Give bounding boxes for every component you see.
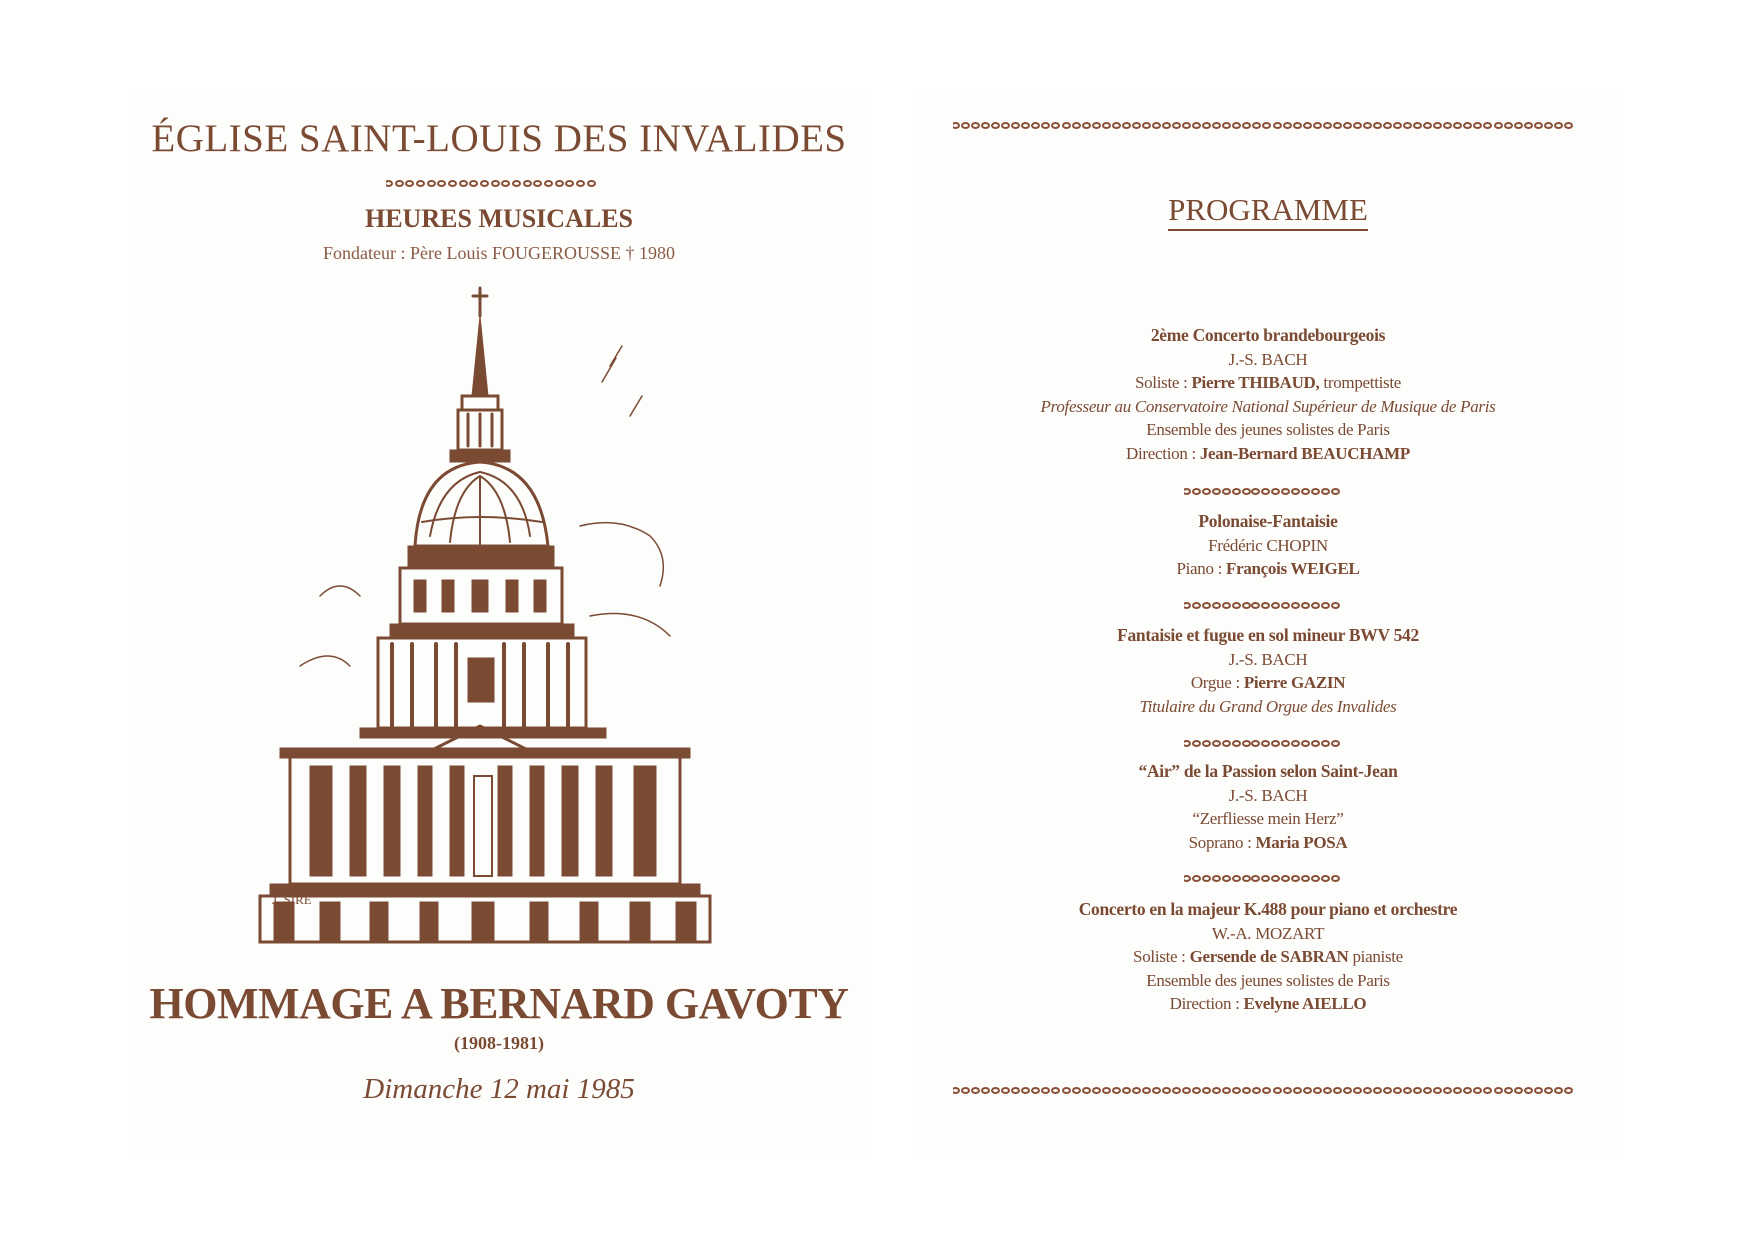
braid-link [1524,122,1533,129]
braid-link [1281,875,1290,882]
hommage-title: HOMMAGE A BERNARD GAVOTY [149,979,849,1028]
braid-link [1313,122,1322,129]
programme-heading-text: PROGRAMME [1168,192,1368,231]
work-composer: J.-S. BACH [1228,349,1308,369]
braid-link [1494,1087,1503,1094]
braid-link [1524,1087,1533,1094]
work-composer: Frédéric CHOPIN [1208,535,1328,555]
braid-link [501,180,510,187]
braid-link [1261,602,1270,609]
braid-link [1331,875,1340,882]
braid-link [1192,488,1201,495]
braid-link [1554,122,1563,129]
braid-link [1051,122,1060,129]
braid-link [1122,1087,1131,1094]
braid-link [1331,740,1340,747]
braid-link [1062,1087,1071,1094]
braid-link [1433,1087,1442,1094]
braid-link [1301,740,1310,747]
braid-link [1162,122,1171,129]
braid-link [523,180,532,187]
braid-link [1453,1087,1462,1094]
braid-link [1182,1087,1191,1094]
work-title: Fantaisie et fugue en sol mineur BWV 542 [1117,625,1419,645]
programme-item-brandenburg [912,324,1624,465]
braid-link [953,122,960,129]
braid-link [1192,740,1201,747]
braid-link [1483,1087,1492,1094]
programme-item-mozart-concerto [912,898,1624,1016]
braid-link [1564,122,1573,129]
braid-link [1232,602,1241,609]
braid-link [1222,122,1231,129]
braid-link [1321,602,1330,609]
braid-link [1564,1087,1573,1094]
braid-link [1321,488,1330,495]
braid-link [1001,122,1010,129]
braid-link [1192,1087,1201,1094]
braid-link [1283,122,1292,129]
braid-link [1311,740,1320,747]
braid-link [1222,1087,1231,1094]
braid-link [1192,122,1201,129]
braid-link [1262,1087,1271,1094]
braid-link [1222,602,1231,609]
braid-link [1331,602,1340,609]
work-direction: Direction : Jean-Bernard BEAUCHAMP [1126,443,1410,463]
braid-link [1343,1087,1352,1094]
braid-link [1232,740,1241,747]
braid-link [971,122,980,129]
braid-link [1202,602,1211,609]
braid-link [1463,122,1472,129]
braid-link [1031,122,1040,129]
braid-link [1202,740,1211,747]
braid-link [1152,122,1161,129]
braid-link [1291,602,1300,609]
braid-link [1232,122,1241,129]
braid-divider [1184,486,1340,496]
braid-divider [1184,738,1340,748]
braid-link [1242,740,1251,747]
programme-item-fantaisie-fugue [912,624,1624,718]
braid-link [1303,1087,1312,1094]
work-ensemble: Ensemble des jeunes solistes de Paris [1146,970,1390,990]
braid-link [1251,602,1260,609]
braid-link [565,180,574,187]
braid-link [512,180,521,187]
braid-link [1172,122,1181,129]
braid-link [1463,1087,1472,1094]
braid-link [1301,602,1310,609]
braid-link [1252,122,1261,129]
braid-link [1112,1087,1121,1094]
braid-link [1182,122,1191,129]
braid-link [1514,122,1523,129]
braid-link [1184,488,1191,495]
braid-link [1273,122,1282,129]
braid-link [1504,122,1513,129]
braid-link [1534,122,1543,129]
braid-link [1433,122,1442,129]
braid-link [1251,740,1260,747]
programme-heading [912,192,1624,228]
braid-link [386,180,393,187]
work-title: Polonaise-Fantaisie [1198,511,1338,531]
braid-link [1323,122,1332,129]
braid-link [1333,122,1342,129]
work-composer: J.-S. BACH [1228,649,1308,669]
braid-link [1202,122,1211,129]
braid-link [1271,740,1280,747]
braid-link [1242,488,1251,495]
braid-link [1001,1087,1010,1094]
braid-link [981,122,990,129]
work-note: Professeur au Conservatoire National Supérieur de Musique de Paris [1040,396,1496,416]
braid-link [1142,122,1151,129]
work-soloist: Soliste : Pierre THIBAUD, trompettiste [1134,373,1402,392]
braid-link [427,180,436,187]
braid-link [1353,122,1362,129]
braid-link [961,122,970,129]
work-composer: W.-A. MOZART [1211,923,1325,943]
braid-link [1423,1087,1432,1094]
braid-link [480,180,489,187]
braid-link [576,180,585,187]
braid-link [1311,602,1320,609]
braid-link [1554,1087,1563,1094]
braid-link [1333,1087,1342,1094]
braid-link [1242,875,1251,882]
braid-link [1232,488,1241,495]
braid-link [1271,488,1280,495]
braid-link [1494,122,1503,129]
braid-link [1162,1087,1171,1094]
concert-date: Dimanche 12 mai 1985 [363,1073,635,1105]
braid-link [991,122,1000,129]
braid-link [1293,1087,1302,1094]
braid-link [1122,122,1131,129]
braid-link [1321,875,1330,882]
braid-link [1383,1087,1392,1094]
braid-link [1212,740,1221,747]
braid-link [405,180,414,187]
braid-link [1192,875,1201,882]
braid-link [1504,1087,1513,1094]
braid-link [1132,122,1141,129]
braid-link [1443,122,1452,129]
braid-link [1514,1087,1523,1094]
braid-divider [386,178,596,188]
braid-link [1102,122,1111,129]
braid-link [1383,122,1392,129]
work-performer: Orgue : Pierre GAZIN [1190,673,1346,692]
braid-link [1534,1087,1543,1094]
braid-link [1281,488,1290,495]
braid-link [1232,1087,1241,1094]
braid-link [1112,122,1121,129]
work-note: Titulaire du Grand Orgue des Invalides [1139,696,1397,716]
braid-link [1021,1087,1030,1094]
braid-link [953,1087,960,1094]
braid-link [533,180,542,187]
braid-link [1092,122,1101,129]
braid-link [1343,122,1352,129]
braid-link [1242,1087,1251,1094]
braid-link [1202,875,1211,882]
work-composer: J.-S. BACH [1228,785,1308,805]
braid-link [1291,875,1300,882]
work-subtitle: “Zerfliesse mein Herz” [1192,809,1344,828]
braid-link [1252,1087,1261,1094]
braid-link [1051,1087,1060,1094]
braid-link [555,180,564,187]
braid-link [1041,1087,1050,1094]
braid-link [1031,1087,1040,1094]
braid-divider-top [953,120,1573,130]
braid-link [1373,1087,1382,1094]
braid-link [1184,875,1191,882]
church-dome-illustration [250,286,720,956]
braid-link [437,180,446,187]
braid-link [1403,1087,1412,1094]
braid-link [1172,1087,1181,1094]
braid-link [1184,740,1191,747]
braid-link [1041,122,1050,129]
work-performer: Piano : François WEIGEL [1176,559,1360,578]
braid-link [1323,1087,1332,1094]
braid-link [961,1087,970,1094]
braid-link [1262,122,1271,129]
braid-link [1242,122,1251,129]
braid-divider-bottom [953,1085,1573,1095]
braid-link [1021,122,1030,129]
braid-link [587,180,596,187]
braid-link [1212,488,1221,495]
braid-link [1393,1087,1402,1094]
braid-link [416,180,425,187]
braid-link [1373,122,1382,129]
braid-link [1473,1087,1482,1094]
braid-link [1152,1087,1161,1094]
braid-link [1413,122,1422,129]
braid-link [1473,122,1482,129]
braid-link [1142,1087,1151,1094]
braid-link [1393,122,1402,129]
programme-item-polonaise [912,510,1624,581]
braid-link [1212,875,1221,882]
braid-link [981,1087,990,1094]
work-soloist: Soliste : Gersende de SABRAN pianiste [1133,947,1403,966]
braid-link [1311,488,1320,495]
braid-link [1202,1087,1211,1094]
braid-link [1092,1087,1101,1094]
braid-link [1011,1087,1020,1094]
braid-link [491,180,500,187]
braid-link [1453,122,1462,129]
braid-link [1313,1087,1322,1094]
braid-link [1413,1087,1422,1094]
braid-link [1232,875,1241,882]
braid-link [1062,122,1071,129]
braid-link [544,180,553,187]
braid-link [1072,122,1081,129]
braid-link [1251,875,1260,882]
braid-link [1192,602,1201,609]
braid-link [1261,740,1270,747]
braid-link [1281,740,1290,747]
braid-link [1283,1087,1292,1094]
braid-link [1363,1087,1372,1094]
work-title: “Air” de la Passion selon Saint-Jean [1138,761,1398,781]
braid-link [1222,488,1231,495]
braid-link [1102,1087,1111,1094]
braid-link [1251,488,1260,495]
braid-link [1544,1087,1553,1094]
braid-link [1222,740,1231,747]
braid-link [1222,875,1231,882]
braid-divider [1184,600,1340,610]
braid-link [1403,122,1412,129]
braid-link [1212,122,1221,129]
artist-signature: J. SIRE [272,892,312,907]
braid-link [1303,122,1312,129]
braid-link [1291,740,1300,747]
braid-link [1483,122,1492,129]
work-ensemble: Ensemble des jeunes solistes de Paris [1146,420,1390,439]
braid-link [1443,1087,1452,1094]
braid-link [1082,1087,1091,1094]
braid-link [1301,488,1310,495]
braid-link [1353,1087,1362,1094]
work-title: 2ème Concerto brandebourgeois [1150,325,1386,345]
braid-link [1363,122,1372,129]
braid-link [1544,122,1553,129]
braid-link [1291,488,1300,495]
work-performer: Soprano : Maria POSA [1188,832,1348,852]
braid-link [1011,122,1020,129]
programme-item-passion-air [912,760,1624,854]
braid-link [1281,602,1290,609]
braid-link [1202,488,1211,495]
braid-link [395,180,404,187]
braid-link [1301,875,1310,882]
braid-link [1261,875,1270,882]
braid-link [1321,740,1330,747]
church-title: ÉGLISE SAINT-LOUIS DES INVALIDES [151,117,847,160]
braid-link [1311,875,1320,882]
cover-panel [128,88,870,1158]
braid-link [1293,122,1302,129]
braid-link [1423,122,1432,129]
braid-link [1212,602,1221,609]
braid-link [1072,1087,1081,1094]
work-title: Concerto en la majeur K.488 pour piano et orchestre [1078,899,1458,919]
programme-panel [912,88,1624,1158]
braid-link [1184,602,1191,609]
braid-link [971,1087,980,1094]
life-dates: (1908-1981) [454,1033,544,1053]
braid-link [991,1087,1000,1094]
braid-divider [1184,873,1340,883]
braid-link [459,180,468,187]
braid-link [1132,1087,1141,1094]
braid-link [1273,1087,1282,1094]
series-title: HEURES MUSICALES [364,204,633,233]
braid-link [469,180,478,187]
braid-link [1261,488,1270,495]
braid-link [1242,602,1251,609]
braid-link [1271,875,1280,882]
work-direction: Direction : Evelyne AIELLO [1169,994,1367,1013]
braid-link [448,180,457,187]
braid-link [1271,602,1280,609]
founder-line: Fondateur : Père Louis FOUGEROUSSE † 1980 [323,243,675,263]
braid-link [1082,122,1091,129]
braid-link [1331,488,1340,495]
braid-link [1212,1087,1221,1094]
